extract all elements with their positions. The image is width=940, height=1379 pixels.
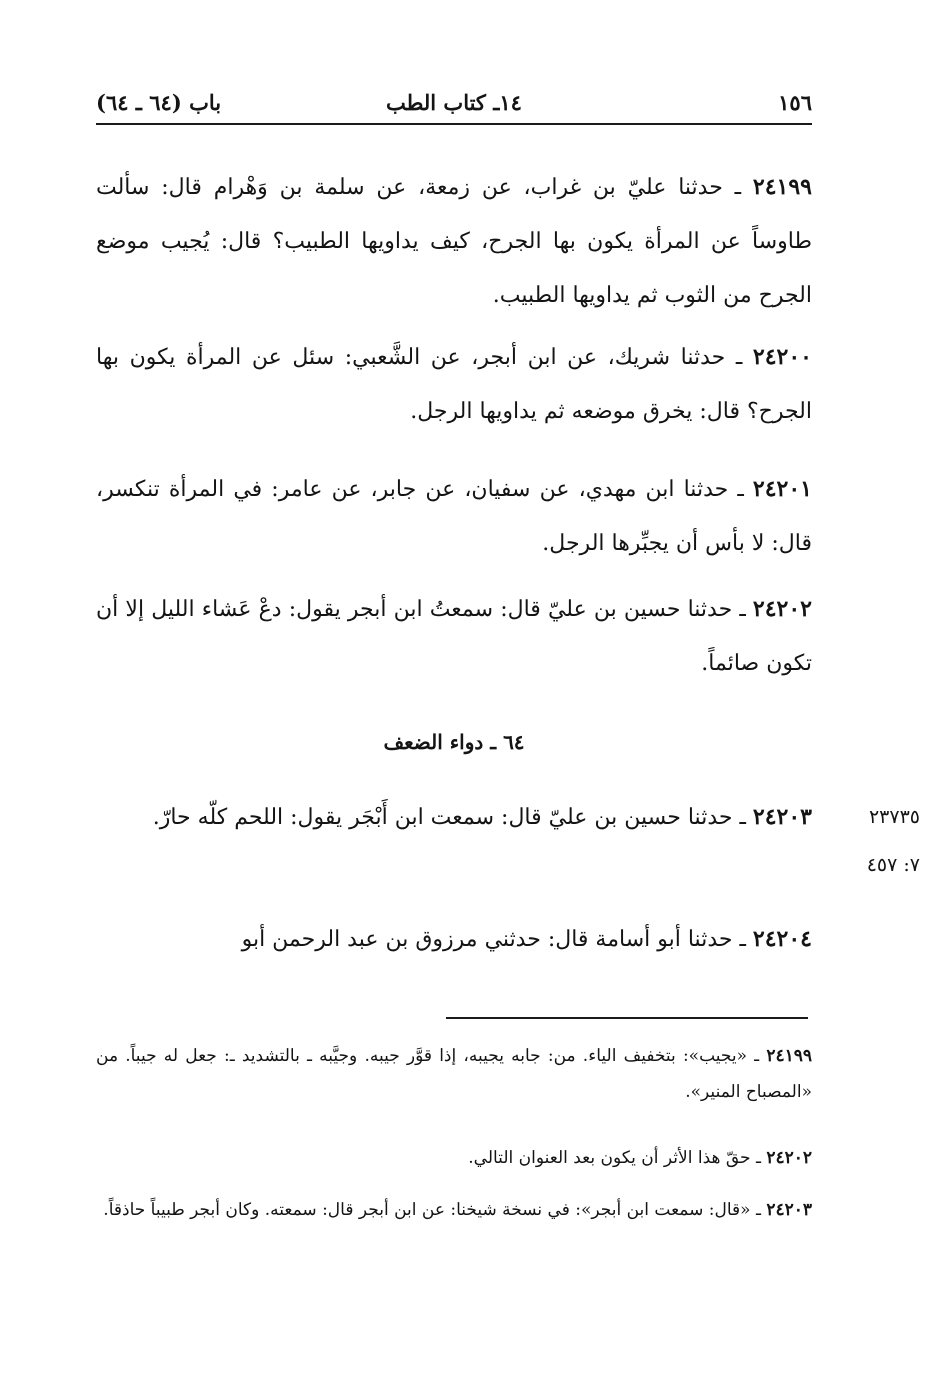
- entry-text: ـ حدثنا شريك، عن ابن أبجر، عن الشَّعبي: سئل عن المرأة يكون بها الجرح؟ قال: يخرق موضعه ثم يداويها الرجل.: [96, 345, 812, 424]
- entry-number: ٢٤٢٠٣: [752, 804, 812, 830]
- footnote: [96, 1038, 812, 1110]
- hadith-entry: [96, 330, 812, 439]
- footnote-number: ٢٤١٩٩: [766, 1046, 812, 1066]
- entry-number: ٢٤٢٠٤: [752, 926, 812, 952]
- hadith-entry: [96, 160, 812, 323]
- page-number: ١٥٦: [778, 90, 812, 115]
- entry-text: ـ حدثنا أبو أسامة قال: حدثني مرزوق بن عبد الرحمن أبو: [241, 927, 753, 952]
- chapter-range: باب (٦٤ ـ ٦٤): [96, 90, 222, 115]
- hadith-entry: [96, 462, 812, 571]
- entry-number: ٢٤٢٠١: [752, 476, 812, 502]
- entry-text: ـ حدثنا ابن مهدي، عن سفيان، عن جابر، عن عامر: في المرأة تنكسر، قال: لا بأس أن يجبِّرها الرجل.: [96, 477, 812, 556]
- entry-text: ـ حدثنا عليّ بن غراب، عن زمعة، عن سلمة بن وَهْرام قال: سألت طاوساً عن المرأة يكون بها الجرح، كيف يداويها الطبيب؟ قال: يُجيب موضع الجرح من الثوب ثم يداويها الطبيب.: [96, 175, 812, 308]
- footnote-text: ـ حقّ هذا الأثر أن يكون بعد العنوان التالي.: [468, 1148, 767, 1168]
- entry-text: ـ حدثنا حسين بن عليّ قال: سمعتُ ابن أبجر يقول: دعْ عَشاء الليل إلا أن تكون صائماً.: [96, 597, 812, 676]
- running-header: [96, 88, 812, 122]
- footnote: [96, 1192, 812, 1228]
- margin-reference: ٧: ٤٥٧: [866, 854, 920, 876]
- margin-reference: ٢٣٧٣٥: [868, 806, 920, 828]
- footnote-divider: [446, 1017, 808, 1019]
- footnote: [96, 1140, 812, 1176]
- entry-number: ٢٤١٩٩: [752, 174, 812, 200]
- entry-number: ٢٤٢٠٠: [752, 344, 812, 370]
- hadith-entry: [96, 912, 812, 967]
- entry-number: ٢٤٢٠٢: [752, 596, 812, 622]
- footnote-number: ٢٤٢٠٢: [766, 1148, 812, 1168]
- hadith-entry: [96, 790, 812, 845]
- book-title: ١٤ـ كتاب الطب: [386, 90, 522, 115]
- header-divider: [96, 123, 812, 125]
- entry-text: ـ حدثنا حسين بن عليّ قال: سمعت ابن أَبْجَر يقول: اللحم كلّه حارّ.: [152, 805, 753, 830]
- hadith-entry: [96, 582, 812, 691]
- section-heading: ٦٤ ـ دواء الضعف: [383, 730, 525, 754]
- footnote-text: ـ «قال: سمعت ابن أبجر»: في نسخة شيخنا: عن ابن أبجر قال: سمعته. وكان أبجر طبيباً حاذقاً.: [103, 1200, 767, 1220]
- footnote-text: ـ «يجيب»: بتخفيف الياء. من: جابه يجيبه، إذا قوَّر جيبه. وجيَّبه ـ بالتشديد ـ: جعل له جيباً. من «المصباح المنير».: [96, 1046, 812, 1102]
- footnote-number: ٢٤٢٠٣: [766, 1200, 812, 1220]
